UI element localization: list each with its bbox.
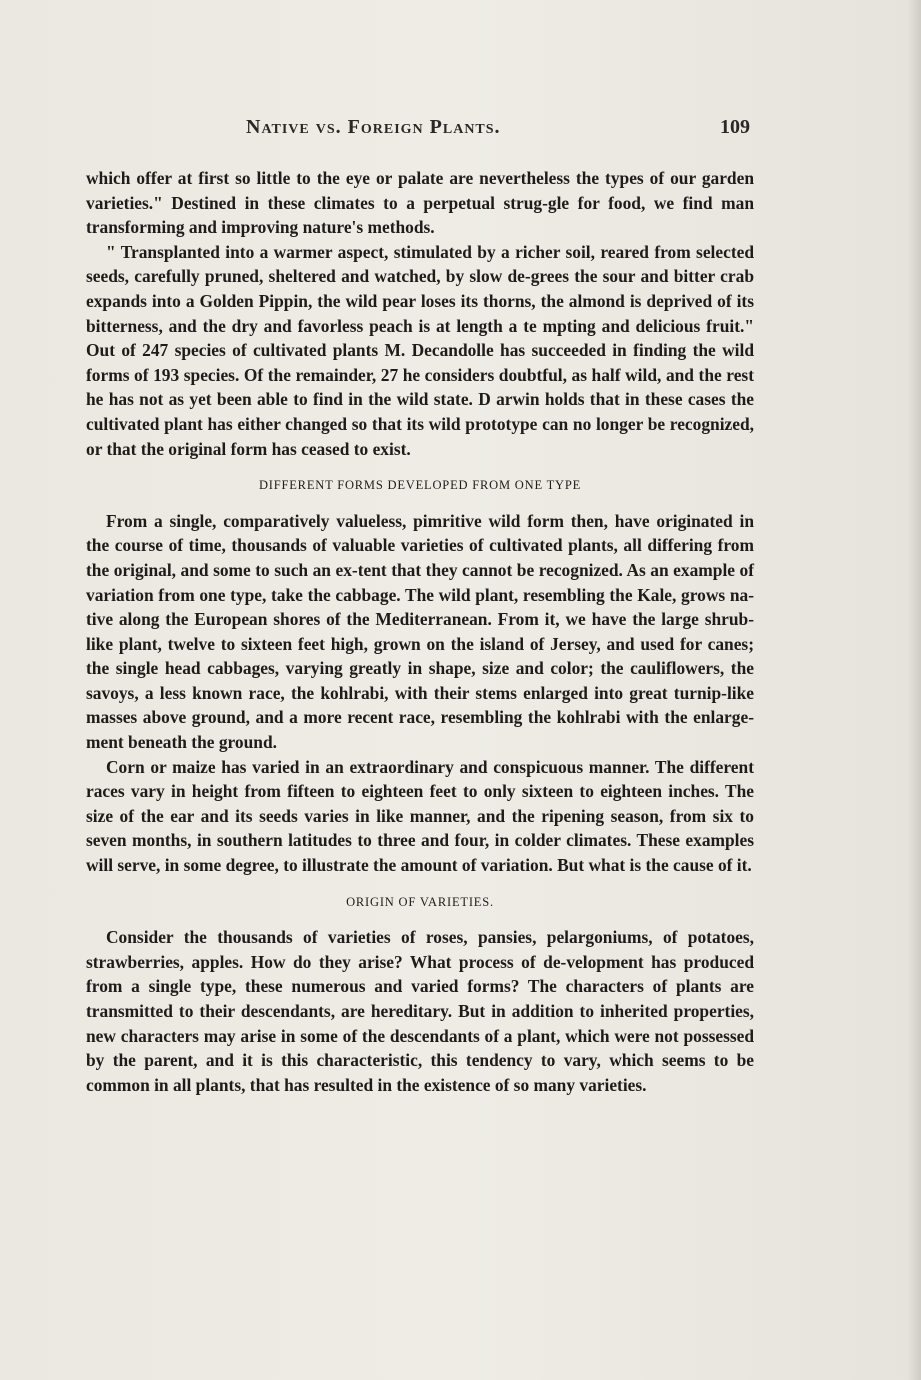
paragraph-4: Corn or maize has varied in an extraordinary and conspicuous manner. The different races vary in height from fifteen to eighteen feet to only sixteen to eighteen inches. The size of the ear and its seeds varies in like manner, and the ripening season, from six to seven months, in southern latitudes to three and four, in colder climates. These examples will serve, in some degree, to illustrate the amount of variation. But what is the cause of it. xyxy=(86,756,754,876)
running-head: Native vs. Foreign Plants. xyxy=(246,116,501,138)
paragraph-5: Consider the thousands of varieties of roses, pansies, pelargoniums, of potatoes, strawberries, apples. How do they arise? What process of de-velopment has produced from a single type, these numerous and varied forms? The characters of plants are transmitted to their descendants, are hereditary. But in addition to inherited properties, new characters may arise in some of the descendants of a plant, which were not possessed by the parent, and it is this characteristic, this tendency to vary, which seems to be common in all plants, that has resulted in the existence of so many varieties. xyxy=(86,927,754,1095)
page-number: 109 xyxy=(720,116,750,138)
page-edge-shadow xyxy=(907,0,921,1380)
page-header xyxy=(86,116,752,146)
paragraph-3: From a single, comparatively valueless, pimritive wild form then, have originated in the course of time, thousands of valuable varieties of cultivated plants, all differing from the original, and some to such an ex-tent that they cannot be recognized. As an example of variation from one type, take the cabbage. The wild plant, resembling the Kale, grows na-tive along the European shores of the Mediterranean. From it, we have the large shrub-like plant, twelve to sixteen feet high, grown on the island of Jersey, and used for canes; the single head cabbages, varying greatly in shape, size and color; the cauliflowers, the savoys, a less known race, the kohlrabi, with their stems enlarged into great turnip-like masses above ground, and a more recent race, resembling the kohlrabi with the enlarge-ment beneath the ground. xyxy=(86,510,754,753)
paragraph-2: " Transplanted into a warmer aspect, stimulated by a richer soil, reared from selected seeds, carefully pruned, sheltered and watched, by slow de-grees the sour and bitter crab expands into a Golden Pippin, the wild pear loses its thorns, the almond is deprived of its bitterness, and the dry and favorless peach is at length a te mpting and delicious fruit." Out of 247 species of cultivated plants M. Decandolle has succeeded in finding the wild forms of 193 species. Of the remainder, 27 he considers doubtful, as half wild, and the rest he has not as yet been able to find in the wild state. D arwin holds that in these cases the cultivated plant has either changed so that its wild prototype can no longer be recognized, or that the original form has ceased to exist. xyxy=(86,241,754,459)
section-heading-forms: DIFFERENT FORMS DEVELOPED FROM ONE TYPE xyxy=(258,478,582,493)
section-heading-origin: ORIGIN OF VARIETIES. xyxy=(346,894,494,909)
paragraph-1: which offer at first so little to the eye or palate are nevertheless the types of our garden varieties." Destined in these climates to a perpetual strug-gle for food, we find man transforming and improving nature's methods. xyxy=(86,168,754,238)
body-text xyxy=(86,166,754,1097)
